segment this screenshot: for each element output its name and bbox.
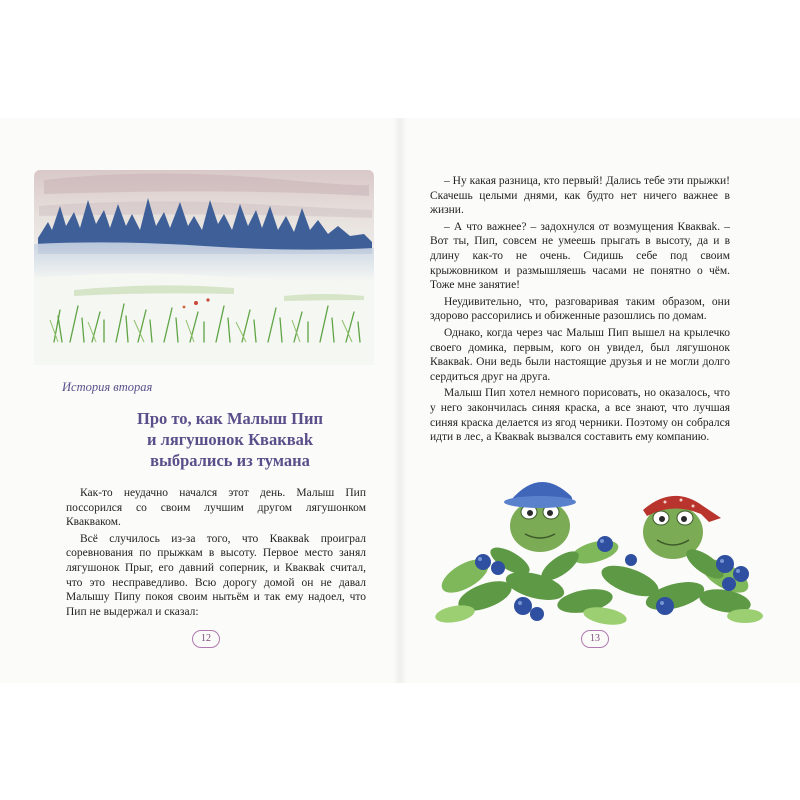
- paragraph: Как-то неудачно начался этот день. Малыш Пип поссорился со своим лучшим другом лягушонком Кваквaком.: [66, 487, 366, 529]
- chapter-title-line: выбрались из тумана: [150, 451, 310, 470]
- paragraph: Однако, когда через час Малыш Пип вышел на крылечко своего домика, первым, кого он увидел, был лягушонок Квакваk. Они ведь были настоящие друзья и не могли долго сердиться друг на друга.: [430, 326, 730, 383]
- paragraph: – Ну какая разница, кто первый! Дались тебе эти прыжки! Скачешь целыми днями, как будто нет ничего важнее в жизни.: [430, 175, 730, 217]
- frogs-in-blueberries-illustration: [425, 456, 765, 631]
- frog-red-kerchief: [643, 496, 721, 559]
- paragraph: – А что важнее? – задохнулся от возмущения Квакваk. – Вот ты, Пип, совсем не умеешь прыгать в высоту, да и в длину как-то не очень. Сидишь себе под своим крыжовником и размышляешь часами не понятно о чём. Тоже мне занятие!: [430, 220, 730, 292]
- right-page-body: [430, 174, 730, 447]
- right-page: [400, 118, 800, 683]
- paragraph: Неудивительно, что, разговаривая таким образом, они здорово рассорились и обиженные разошлись по домам.: [430, 295, 730, 323]
- chapter-title: [90, 408, 370, 471]
- page-number: 12: [192, 630, 220, 648]
- misty-forest-illustration: [34, 170, 374, 365]
- frog-blue-hat: [504, 482, 576, 552]
- paragraph: Всё случилось из-за того, что Квакваk проиграл соревнования по прыжкам в высоту. Первое место занял лягушонок Прыг, его давний соперник, и Квакваk считал, что это несправедливо. Всю дорогу домой он не давал Малышу Пипу покоя своим нытьём и так ему надоел, что Пип не выдержал и сказал:: [66, 532, 366, 618]
- left-page: [0, 118, 400, 683]
- paragraph: Малыш Пип хотел немного порисовать, но оказалось, что у него закончилась синяя краска, а все знают, что лучшая синяя краска делается из ягод черники. Поэтому он собрался идти в лес, а Квакваk вызвался составить ему компанию.: [430, 387, 730, 444]
- page-number: 13: [581, 630, 609, 648]
- left-page-body: [66, 486, 366, 621]
- chapter-subtitle: История вторая: [62, 380, 153, 394]
- chapter-title-line: и лягушонок Квакваk: [146, 430, 314, 449]
- chapter-title-line: Про то, как Малыш Пип: [137, 409, 323, 428]
- book-spread: [0, 118, 800, 683]
